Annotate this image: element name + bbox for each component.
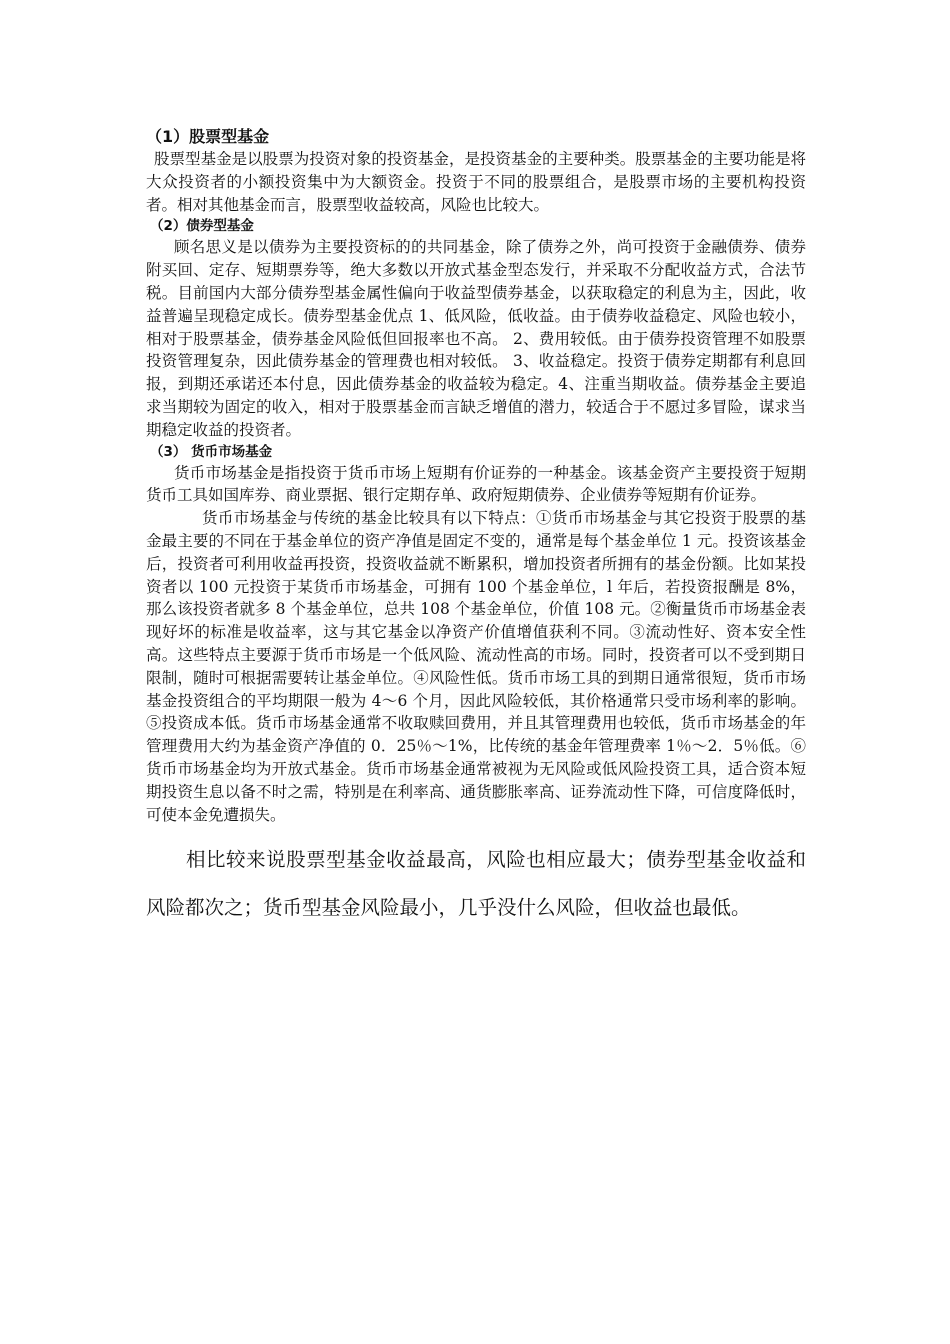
bond-fund-paragraph: 顾名思义是以债券为主要投资标的的共同基金，除了债券之外，尚可投资于金融债券、债券附买回、定存、短期票券等，绝大多数以开放式基金型态发行，并采取不分配收益方式，合法节税。目前国内大部分债券型基金属性偏向于收益型债券基金，以获取稳定的利息为主，因此，收益普遍呈现稳定成长。债券型基金优点 1、低风险，低收益。由于债券收益稳定、风险也较小，相对于股票基金，债券基金风险低但回报率也不高。 2、费用较低。由于债券投资管理不如股票投资管理复杂，因此债券基金的管理费也相对较低。 3、收益稳定。投资于债券定期都有利息回报，到期还承诺还本付息，因此债券基金的收益较为稳定。4、注重当期收益。债券基金主要追求当期较为固定的收入，相对于股票基金而言缺乏增值的潜力，较适合于不愿过多冒险，谋求当期稳定收益的投资者。 xyxy=(146,238,806,439)
conclusion-paragraph: 相比较来说股票型基金收益最高，风险也相应最大；债券型基金收益和风险都次之；货币型基金风险最小，几乎没什么风险，但收益也最低。 xyxy=(146,848,806,920)
stock-fund-heading: （1）股票型基金 xyxy=(146,127,270,146)
bond-fund-heading: （2）债券型基金 xyxy=(150,218,254,235)
money-market-paragraph-1: 货币市场基金是指投资于货币市场上短期有价证券的一种基金。该基金资产主要投资于短期货币工具如国库券、商业票据、银行定期存单、政府短期债券、企业债券等短期有价证券。 xyxy=(146,463,806,505)
money-market-fund-heading: （3） 货币市场基金 xyxy=(150,443,273,460)
money-market-paragraph-2: 货币市场基金与传统的基金比较具有以下特点：①货币市场基金与其它投资于股票的基金最主要的不同在于基金单位的资产净值是固定不变的，通常是每个基金单位 1 元。投资该基金后，投资者可利用收益再投资，投资收益就不断累积，增加投资者所拥有的基金份额。比如某投资者以 100 元投资于某货币市场基金，可拥有 100 个基金单位，l 年后，若投资报酬是 8%，那么该投资者就多 8 个基金单位，总共 108 个基金单位，价值 108 元。②衡量货币市场基金表现好坏的标准是收益率，这与其它基金以净资产价值增值获利不同。③流动性好、资本安全性高。这些特点主要源于货币市场是一个低风险、流动性高的市场。同时，投资者可以不受到期日限制，随时可根据需要转让基金单位。④风险性低。货币市场工具的到期日通常很短，货币市场基金投资组合的平均期限一般为 4～6 个月，因此风险较低，其价格通常只受市场利率的影响。⑤投资成本低。货币市场基金通常不收取赎回费用，并且其管理费用也较低，货币市场基金的年管理费用大约为基金资产净值的 0．25％～1%，比传统的基金年管理费率 1％～2．5％低。⑥货币市场基金均为开放式基金。货币市场基金通常被视为无风险或低风险投资工具，适合资本短期投资生息以备不时之需，特别是在利率高、通货膨胀率高、证券流动性下降，可信度降低时，可使本金免遭损失。 xyxy=(146,509,806,824)
stock-fund-paragraph: 股票型基金是以股票为投资对象的投资基金，是投资基金的主要种类。股票基金的主要功能是将大众投资者的小额投资集中为大额资金。投资于不同的股票组合，是股票市场的主要机构投资者。相对其他基金而言，股票型收益较高，风险也比较大。 xyxy=(146,150,806,214)
document-page xyxy=(146,126,806,932)
